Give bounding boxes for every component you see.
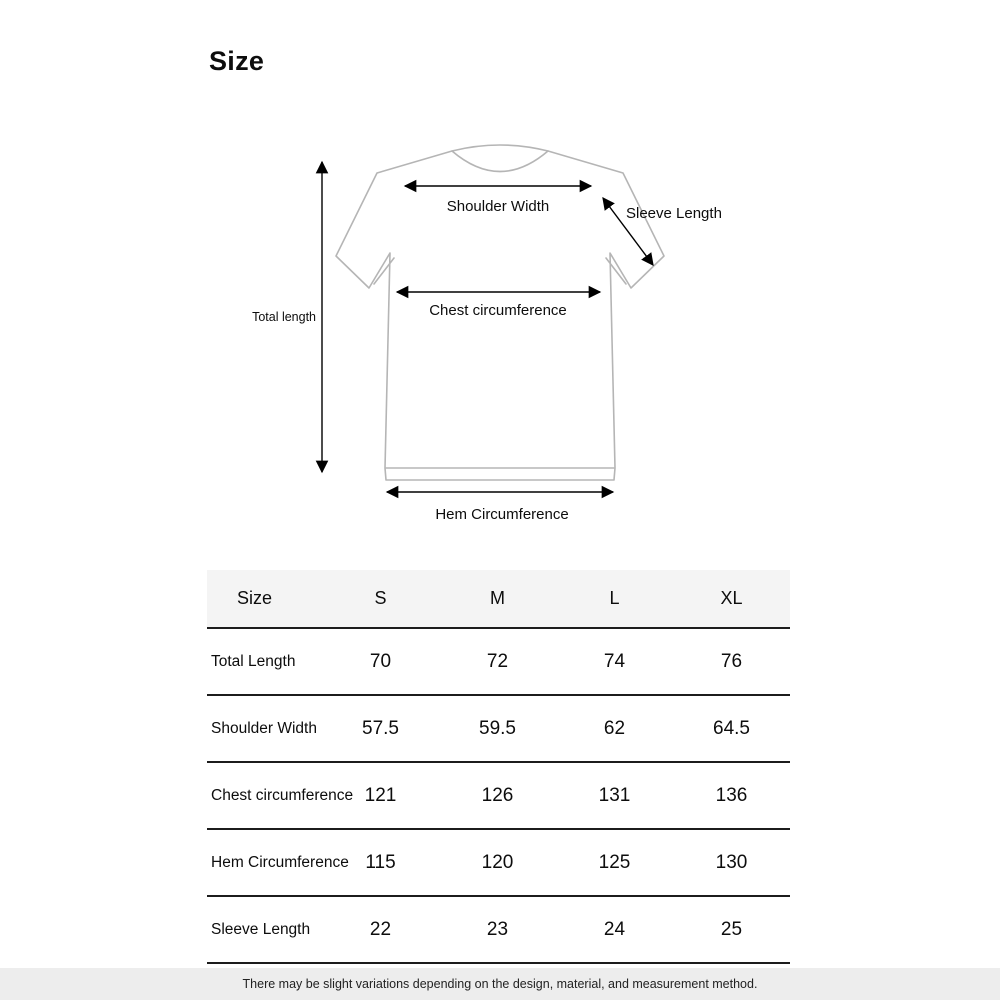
cell-value: 62 [603, 717, 626, 739]
cell-value: 57.5 [362, 717, 399, 739]
cell-value: 125 [598, 851, 631, 873]
cell-value: 130 [715, 851, 748, 873]
table-row-sleeve-length [207, 897, 790, 964]
cell-value: 70 [369, 650, 392, 672]
cell-value: 131 [598, 784, 631, 806]
size-table [207, 570, 790, 964]
footer-note-text: There may be slight variations depending on the design, material, and measurement method. [242, 977, 758, 991]
table-row-total-length [207, 629, 790, 696]
cell-value: 64.5 [713, 717, 750, 739]
cell-value: 72 [486, 650, 509, 672]
table-row-shoulder-width [207, 696, 790, 763]
column-header-xl: XL [720, 588, 743, 608]
hem-circumference-label: Hem Circumference [435, 506, 569, 523]
size-table-header-row [207, 570, 790, 629]
column-header-m: M [490, 588, 505, 608]
cell-value: 25 [720, 918, 743, 940]
page-title: Size [209, 46, 265, 76]
row-label: Sleeve Length [211, 920, 311, 938]
cell-value: 126 [481, 784, 514, 806]
column-header-s: S [374, 588, 387, 608]
chest-circumference-label: Chest circumference [429, 302, 567, 319]
row-label: Total Length [211, 652, 296, 670]
cell-value: 74 [603, 650, 626, 672]
column-header-size: Size [237, 588, 273, 608]
cell-value: 121 [364, 784, 397, 806]
table-row-hem-circumference [207, 830, 790, 897]
cell-value: 76 [720, 650, 743, 672]
row-label: Chest circumference [211, 786, 354, 804]
total-length-label: Total length [252, 310, 316, 324]
cell-value: 23 [486, 918, 509, 940]
column-header-l: L [609, 588, 620, 608]
row-label: Shoulder Width [211, 719, 317, 737]
cell-value: 24 [603, 918, 626, 940]
table-row-chest-circumference [207, 763, 790, 830]
cell-value: 59.5 [479, 717, 516, 739]
cell-value: 115 [365, 851, 396, 873]
row-label: Hem Circumference [211, 853, 349, 871]
cell-value: 22 [369, 918, 392, 940]
sleeve-length-label: Sleeve Length [626, 205, 722, 222]
cell-value: 120 [481, 851, 514, 873]
cell-value: 136 [715, 784, 748, 806]
shoulder-width-label: Shoulder Width [446, 198, 550, 215]
footer-note-bar [0, 968, 1000, 1000]
